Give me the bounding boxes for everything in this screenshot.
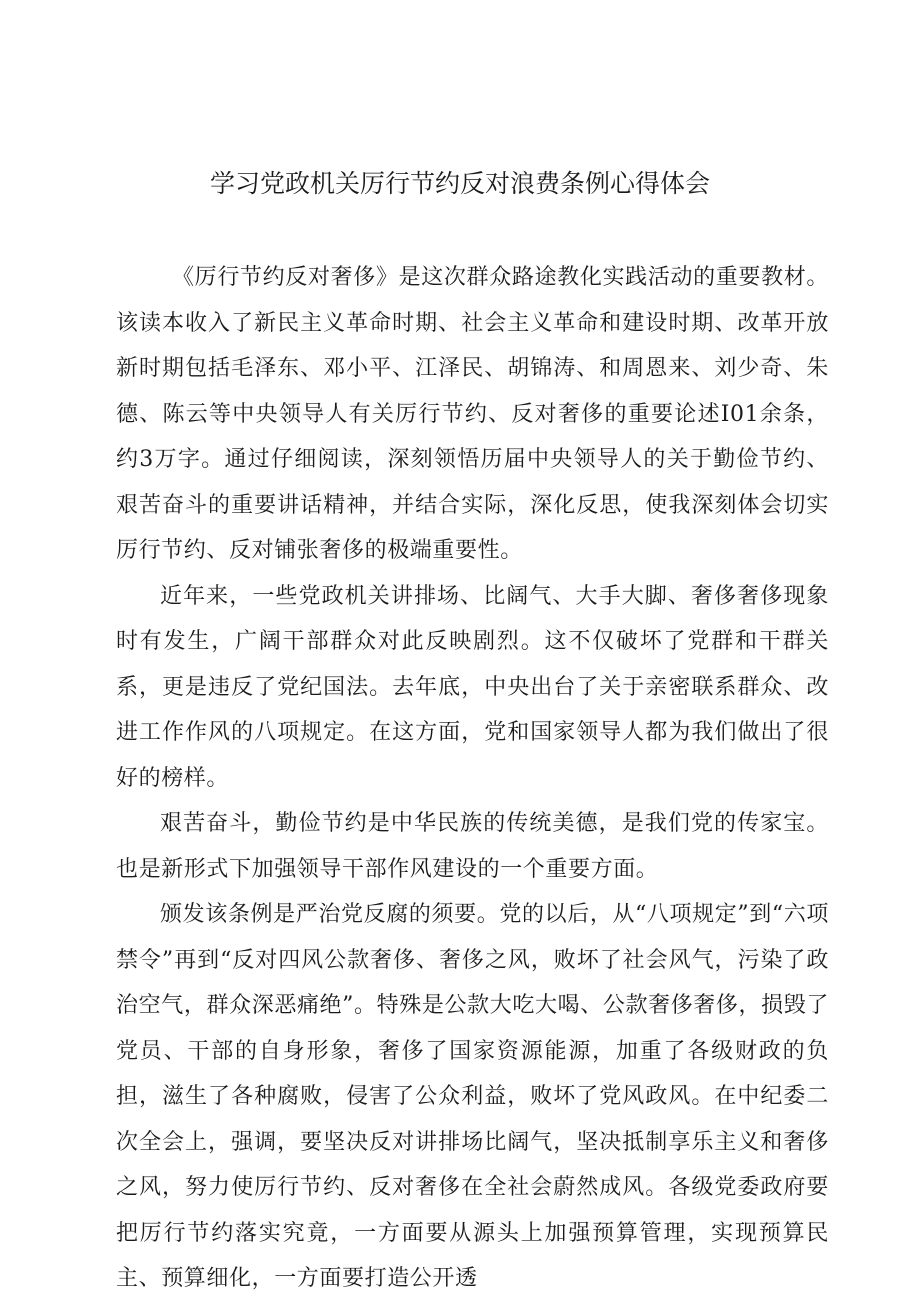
paragraph-3: 艰苦奋斗，勤俭节约是中华民族的传统美德，是我们党的传家宝。也是新形式下加强领导干部作风建设的一个重要方面。 xyxy=(116,811,829,882)
paragraph-1: 《厉行节约反对奢侈》是这次群众路途教化实践活动的重要教材。该读本收入了新民主义革命时期、社会主义革命和建设时期、改革开放新时期包括毛泽东、邓小平、江泽民、胡锦涛、和周恩来、刘少奇、朱德、陈云等中央领导人有关厉行节约、反对奢侈的重要论述I01余条，约3万字。通过仔细阅读，深刻领悟历届中央领导人的关于勤俭节约、艰苦奋斗的重要讲话精神，并结合实际，深化反思，使我深刻体会切实厉行节约、反对铺张奢侈的极端重要性。 xyxy=(116,265,829,563)
paragraph-4: 颁发该条例是严治党反腐的须要。党的以后，从“八项规定”到“六项禁令”再到“反对四风公款奢侈、奢侈之风，败坏了社会风气，污染了政治空气，群众深恶痛绝”。特殊是公款大吃大喝、公款奢侈奢侈，损毁了党员、干部的自身形象，奢侈了国家资源能源，加重了各级财政的负担，滋生了各种腐败，侵害了公众利益，败坏了党风政风。在中纪委二次全会上，强调，要坚决反对讲排场比阔气，坚决抵制享乐主义和奢侈之风，努力使厉行节约、反对奢侈在全社会蔚然成风。各级党委政府要把厉行节约落实究竟，一方面要从源头上加强预算管理，实现预算民主、预算细化，一方面要打造公开透 xyxy=(116,902,829,1291)
document-body xyxy=(116,255,829,1302)
paragraph-2: 近年来，一些党政机关讲排场、比阔气、大手大脚、奢侈奢侈现象时有发生，广阔干部群众对此反映剧烈。这不仅破坏了党群和干群关系，更是违反了党纪国法。去年底，中央出台了关于亲密联系群众、改进工作作风的八项规定。在这方面，党和国家领导人都为我们做出了很好的榜样。 xyxy=(116,583,829,791)
document-title: 学习党政机关厉行节约反对浪费条例心得体会 xyxy=(209,169,710,198)
